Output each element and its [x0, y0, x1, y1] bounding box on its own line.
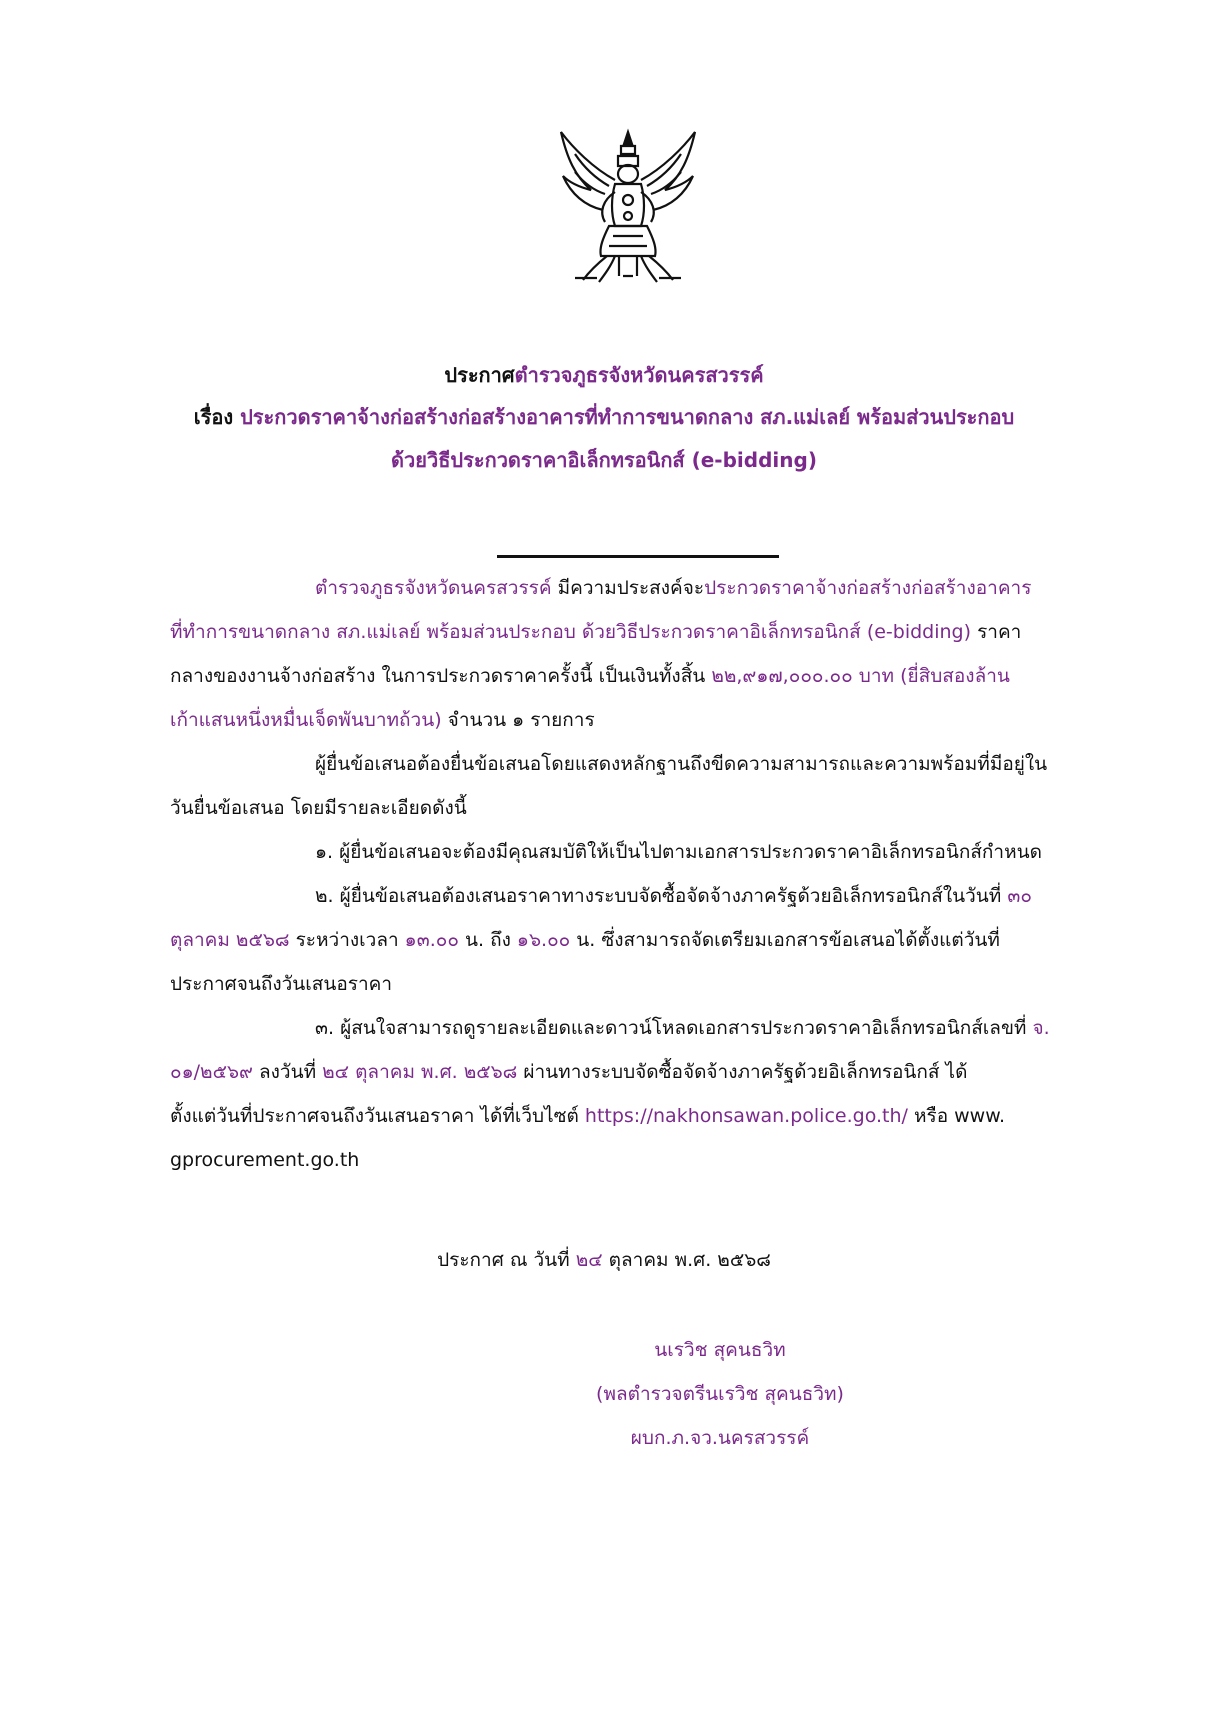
project-name-b: ที่ทำการขนาดกลาง สภ.แม่เลย์ พร้อมส่วนประกอบ ด้วยวิธีประกวดราคาอิเล็กทรอนิกส์ (e-bidding): [170, 621, 972, 643]
item-3-website-intro: ตั้งแต่วันที่ประกาศจนถึงวันเสนอราคา ได้ที่เว็บไซต์: [170, 1105, 585, 1127]
garuda-emblem-icon: [553, 128, 703, 286]
item-2-date: ตุลาคม ๒๕๖๘: [170, 929, 290, 951]
intro-line-3: [170, 654, 1095, 698]
item-2-time-start: ๑๓.๐๐: [404, 929, 459, 951]
quantity: จำนวน ๑ รายการ: [441, 709, 595, 731]
item-3-or: หรือ www.: [907, 1105, 1006, 1127]
paragraph-intro: [170, 566, 1095, 742]
item-3-line-3: [170, 1094, 1095, 1138]
subject-label: เรื่อง: [193, 405, 234, 429]
item-3-line-4[interactable]: gprocurement.go.th: [170, 1149, 360, 1171]
announce-date: [0, 1240, 1208, 1280]
item-1-text: ๑. ผู้ยื่นข้อเสนอจะต้องมีคุณสมบัติให้เป็นไปตามเอกสารประกวดราคาอิเล็กทรอนิกส์กำหนด: [315, 841, 1042, 863]
website-link[interactable]: https://nakhonsawan.police.go.th/: [584, 1105, 908, 1127]
intro-text: มีความประสงค์จะ: [551, 577, 705, 599]
announcement-title: [120, 355, 1088, 395]
price-intro: กลางของงานจ้างก่อสร้าง ในการประกวดราคาครั้งนี้ เป็นเงินทั้งสิ้น: [170, 665, 712, 687]
item-2-line-2: [170, 918, 1095, 962]
signature-position: ผบก.ภ.จว.นครสวรรค์: [630, 1427, 810, 1449]
item-1: [170, 830, 1095, 874]
item-3-doc-no-a: จ.: [1032, 1017, 1050, 1039]
title-divider: [497, 555, 779, 558]
signature-block: [570, 1328, 870, 1460]
announce-month-year: ตุลาคม พ.ศ. ๒๕๖๘: [602, 1249, 771, 1271]
item-2-line-1: [170, 874, 1095, 918]
item-3-doc-no-b: ๐๑/๒๕๖๙: [170, 1061, 253, 1083]
intro-line-1: [170, 566, 1095, 610]
item-2-to: น. ถึง: [458, 929, 517, 951]
paragraph-requirements: [170, 742, 1095, 830]
intro-line-4: [170, 698, 1095, 742]
req-line-2: วันยื่นข้อเสนอ โดยมีรายละเอียดดังนี้: [170, 797, 467, 819]
item-3-date: ๒๔ ตุลาคม พ.ศ. ๒๕๖๘: [322, 1061, 518, 1083]
intro-line-2: [170, 610, 1095, 654]
item-3-via: ผ่านทางระบบจัดซื้อจัดจ้างภาครัฐด้วยอิเล็กทรอนิกส์ ได้: [517, 1061, 968, 1083]
item-2-time-end: ๑๖.๐๐: [516, 929, 571, 951]
item-2-tail: น. ซึ่งสามารถจัดเตรียมเอกสารข้อเสนอได้ตั้งแต่วันที่: [570, 929, 1000, 951]
price-tail: ราคา: [971, 621, 1022, 643]
item-2-line-3: ประกาศจนถึงวันเสนอราคา: [170, 973, 393, 995]
item-3-dated: ลงวันที่: [252, 1061, 323, 1083]
item-2: [170, 874, 1095, 1006]
subject-text: ประกวดราคาจ้างก่อสร้างก่อสร้างอาคารที่ทำการขนาดกลาง สภ.แม่เลย์ พร้อมส่วนประกอบ: [240, 405, 1015, 429]
title-prefix: ประกาศ: [444, 363, 515, 387]
item-3-text: ๓. ผู้สนใจสามารถดูรายละเอียดและดาวน์โหลดเอกสารประกวดราคาอิเล็กทรอนิกส์เลขที่: [315, 1017, 1033, 1039]
signature-signed: นเรวิช สุคนธวิท: [654, 1339, 786, 1361]
amount-words: เก้าแสนหนึ่งหมื่นเจ็ดพันบาทถ้วน): [170, 709, 442, 731]
item-3: [170, 1006, 1095, 1182]
item-2-between: ระหว่างเวลา: [289, 929, 405, 951]
subject-method: ด้วยวิธีประกวดราคาอิเล็กทรอนิกส์ (e-bidding): [391, 448, 817, 472]
intro-agency: ตำรวจภูธรจังหวัดนครสวรรค์: [315, 577, 552, 599]
title-agency: ตำรวจภูธรจังหวัดนครสวรรค์: [514, 363, 764, 387]
announcement-subject: [120, 397, 1088, 437]
item-2-day: ๓๐: [1007, 885, 1032, 907]
project-name-a: ประกวดราคาจ้างก่อสร้างก่อสร้างอาคาร: [704, 577, 1032, 599]
item-3-line-1: [170, 1006, 1095, 1050]
item-2-text: ๒. ผู้ยื่นข้อเสนอต้องเสนอราคาทางระบบจัดซื้อจัดจ้างภาครัฐด้วยอิเล็กทรอนิกส์ในวันที่: [315, 885, 1008, 907]
announce-day: ๒๔: [575, 1249, 603, 1271]
req-line-1: ผู้ยื่นข้อเสนอต้องยื่นข้อเสนอโดยแสดงหลักฐานถึงขีดความสามารถและความพร้อมที่มีอยู่ใน: [315, 753, 1048, 775]
announce-prefix: ประกาศ ณ วันที่: [437, 1249, 576, 1271]
price-amount: ๒๒,๙๑๗,๐๐๐.๐๐ บาท (ยี่สิบสองล้าน: [711, 665, 1010, 687]
signature-name: (พลตำรวจตรีนเรวิช สุคนธวิท): [596, 1383, 844, 1405]
item-3-line-2: [170, 1050, 1095, 1094]
